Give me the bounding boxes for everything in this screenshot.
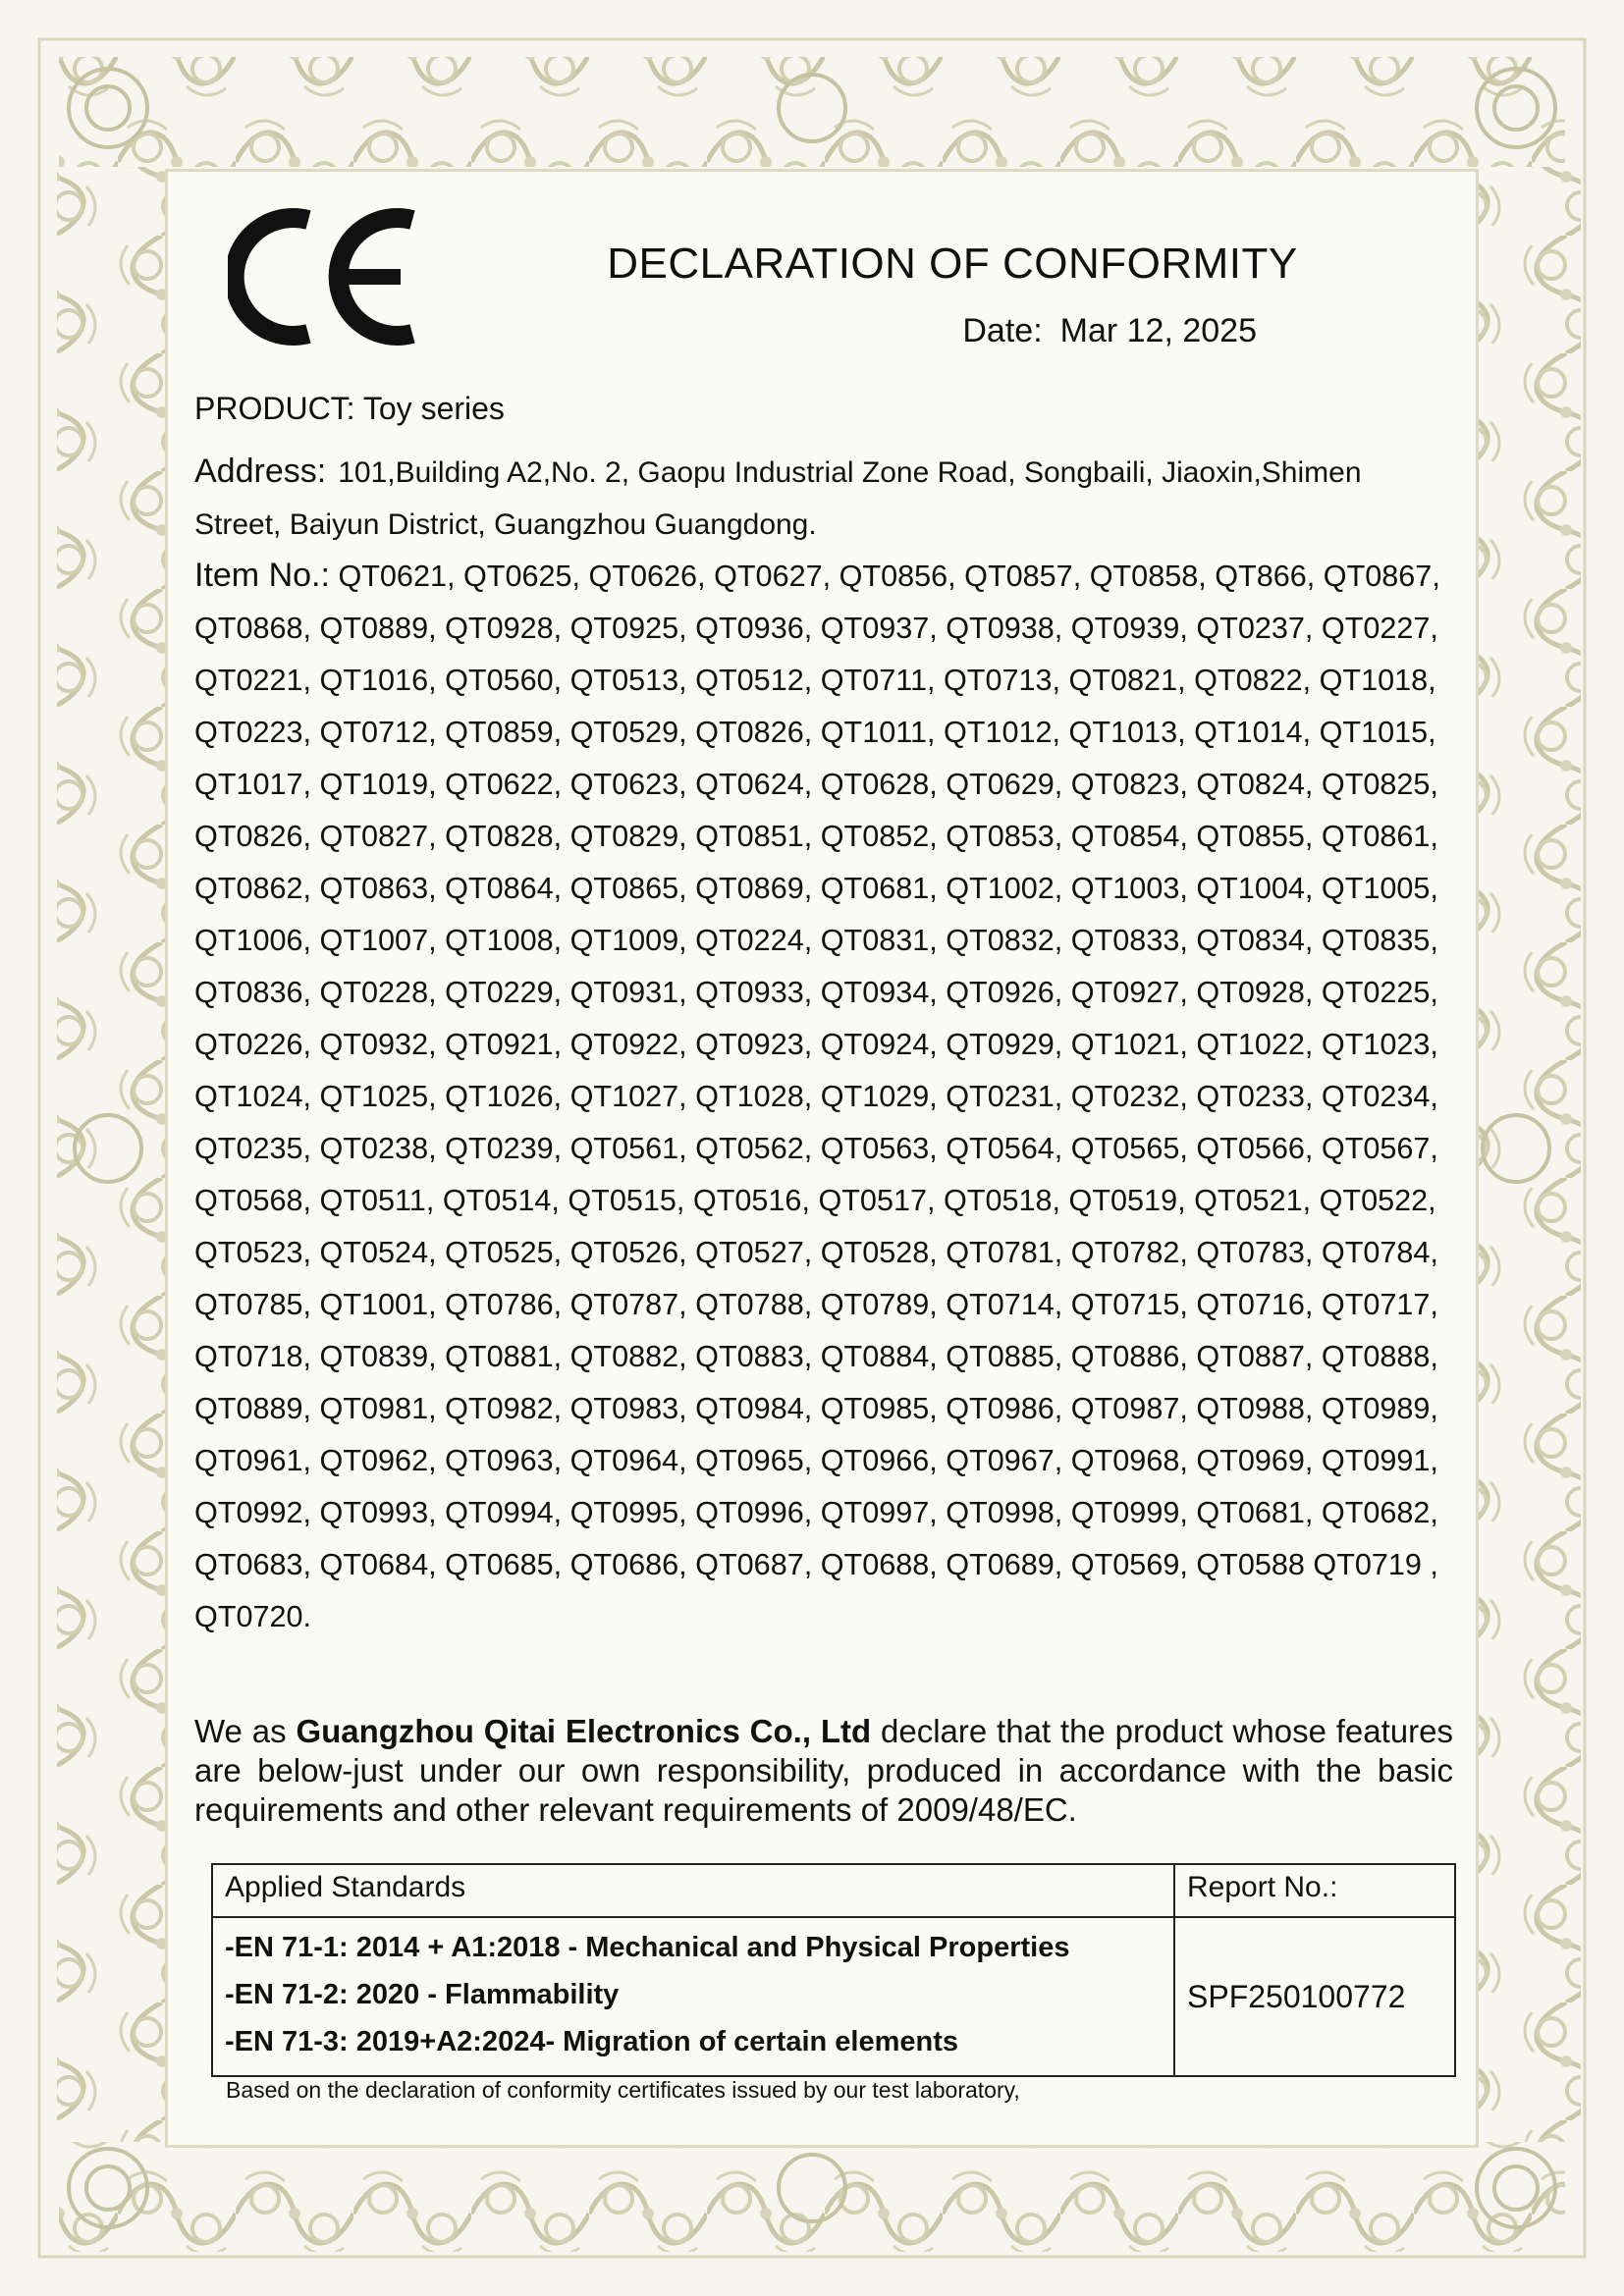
- date-value: Mar 12, 2025: [1059, 312, 1257, 349]
- standard-item: -EN 71-2: 2020 - Flammability: [225, 1979, 620, 2010]
- ce-mark-icon: [228, 198, 424, 355]
- item-numbers: [194, 550, 1453, 1643]
- declaration-text: [194, 1712, 1453, 1830]
- issue-date: [785, 312, 1257, 350]
- standard-item: -EN 71-3: 2019+A2:2024- Migration of certain elements: [225, 2026, 959, 2057]
- company-name: Guangzhou Qitai Electronics Co., Ltd: [296, 1713, 872, 1749]
- standards-table: [211, 1863, 1456, 2077]
- applied-standards-header: Applied Standards: [212, 1864, 1174, 1917]
- table-header-row: [212, 1864, 1455, 1917]
- table-row: [212, 1917, 1455, 2076]
- date-label: Date:: [962, 312, 1043, 349]
- address-value: 101,Building A2,No. 2, Gaopu Industrial Zone Road, Songbaili, Jiaoxin,Shimen Street, Baiyun District, Guangzhou Guangdong.: [194, 456, 1362, 541]
- address-block: [194, 446, 1451, 551]
- product-line: [194, 391, 505, 427]
- standards-list: [212, 1917, 1174, 2076]
- footnote: Based on the declaration of conformity certificates issued by our test laboratory,: [226, 2077, 1020, 2103]
- items-value: QT0621, QT0625, QT0626, QT0627, QT0856, QT0857, QT0858, QT866, QT0867, QT0868, QT0889, QT0928, QT0925, QT0936, QT0937, QT0938, QT0939, QT0237, QT0227, QT0221, QT1016, QT0560, QT0513, QT0512, QT0711, QT0713, QT0821, QT0822, QT1018, QT0223, QT0712, QT0859, QT0529, QT0826, QT1011, QT1012, QT1013, QT1014, QT1015, QT1017, QT1019, QT0622, QT0623, QT0624, QT0628, QT0629, QT0823, QT0824, QT0825, QT0826, QT0827, QT0828, QT0829, QT0851, QT0852, QT0853, QT0854, QT0855, QT0861, QT0862, QT0863, QT0864, QT0865, QT0869, QT0681, QT1002, QT1003, QT1004, QT1005, QT1006, QT1007, QT1008, QT1009, QT0224, QT0831, QT0832, QT0833, QT0834, QT0835, QT0836, QT0228, QT0229, QT0931, QT0933, QT0934, QT0926, QT0927, QT0928, QT0225, QT0226, QT0932, QT0921, QT0922, QT0923, QT0924, QT0929, QT1021, QT1022, QT1023, QT1024, QT1025, QT1026, QT1027, QT1028, QT1029, QT0231, QT0232, QT0233, QT0234, QT0235, QT0238, QT0239, QT0561, QT0562, QT0563, QT0564, QT0565, QT0566, QT0567, QT0568, QT0511, QT0514, QT0515, QT0516, QT0517, QT0518, QT0519, QT0521, QT0522, QT0523, QT0524, QT0525, QT0526, QT0527, QT0528, QT0781, QT0782, QT0783, QT0784, QT0785, QT1001, QT0786, QT0787, QT0788, QT0789, QT0714, QT0715, QT0716, QT0717, QT0718, QT0839, QT0881, QT0882, QT0883, QT0884, QT0885, QT0886, QT0887, QT0888, QT0889, QT0981, QT0982, QT0983, QT0984, QT0985, QT0986, QT0987, QT0988, QT0989, QT0961, QT0962, QT0963, QT0964, QT0965, QT0966, QT0967, QT0968, QT0969, QT0991, QT0992, QT0993, QT0994, QT0995, QT0996, QT0997, QT0998, QT0999, QT0681, QT0682, QT0683, QT0684, QT0685, QT0686, QT0687, QT0688, QT0689, QT0569, QT0588 QT0719 , QT0720.: [194, 560, 1440, 1633]
- declaration-body: declare that the product whose features are below-just under our own responsibility, produced in accordance with the basic requirements and other relevant requirements of 2009/48/EC.: [194, 1713, 1454, 1828]
- items-label: Item No.:: [194, 557, 330, 594]
- page-title: DECLARATION OF CONFORMITY: [607, 240, 1298, 288]
- standard-item: -EN 71-1: 2014 + A1:2018 - Mechanical and Physical Properties: [225, 1932, 1070, 1963]
- product-value: Toy series: [362, 391, 505, 426]
- report-no-header: Report No.:: [1174, 1864, 1455, 1917]
- declaration-prefix: We as: [194, 1713, 287, 1749]
- address-label: Address:: [194, 453, 327, 490]
- report-number: SPF250100772: [1174, 1917, 1455, 2076]
- product-label: PRODUCT:: [194, 391, 355, 426]
